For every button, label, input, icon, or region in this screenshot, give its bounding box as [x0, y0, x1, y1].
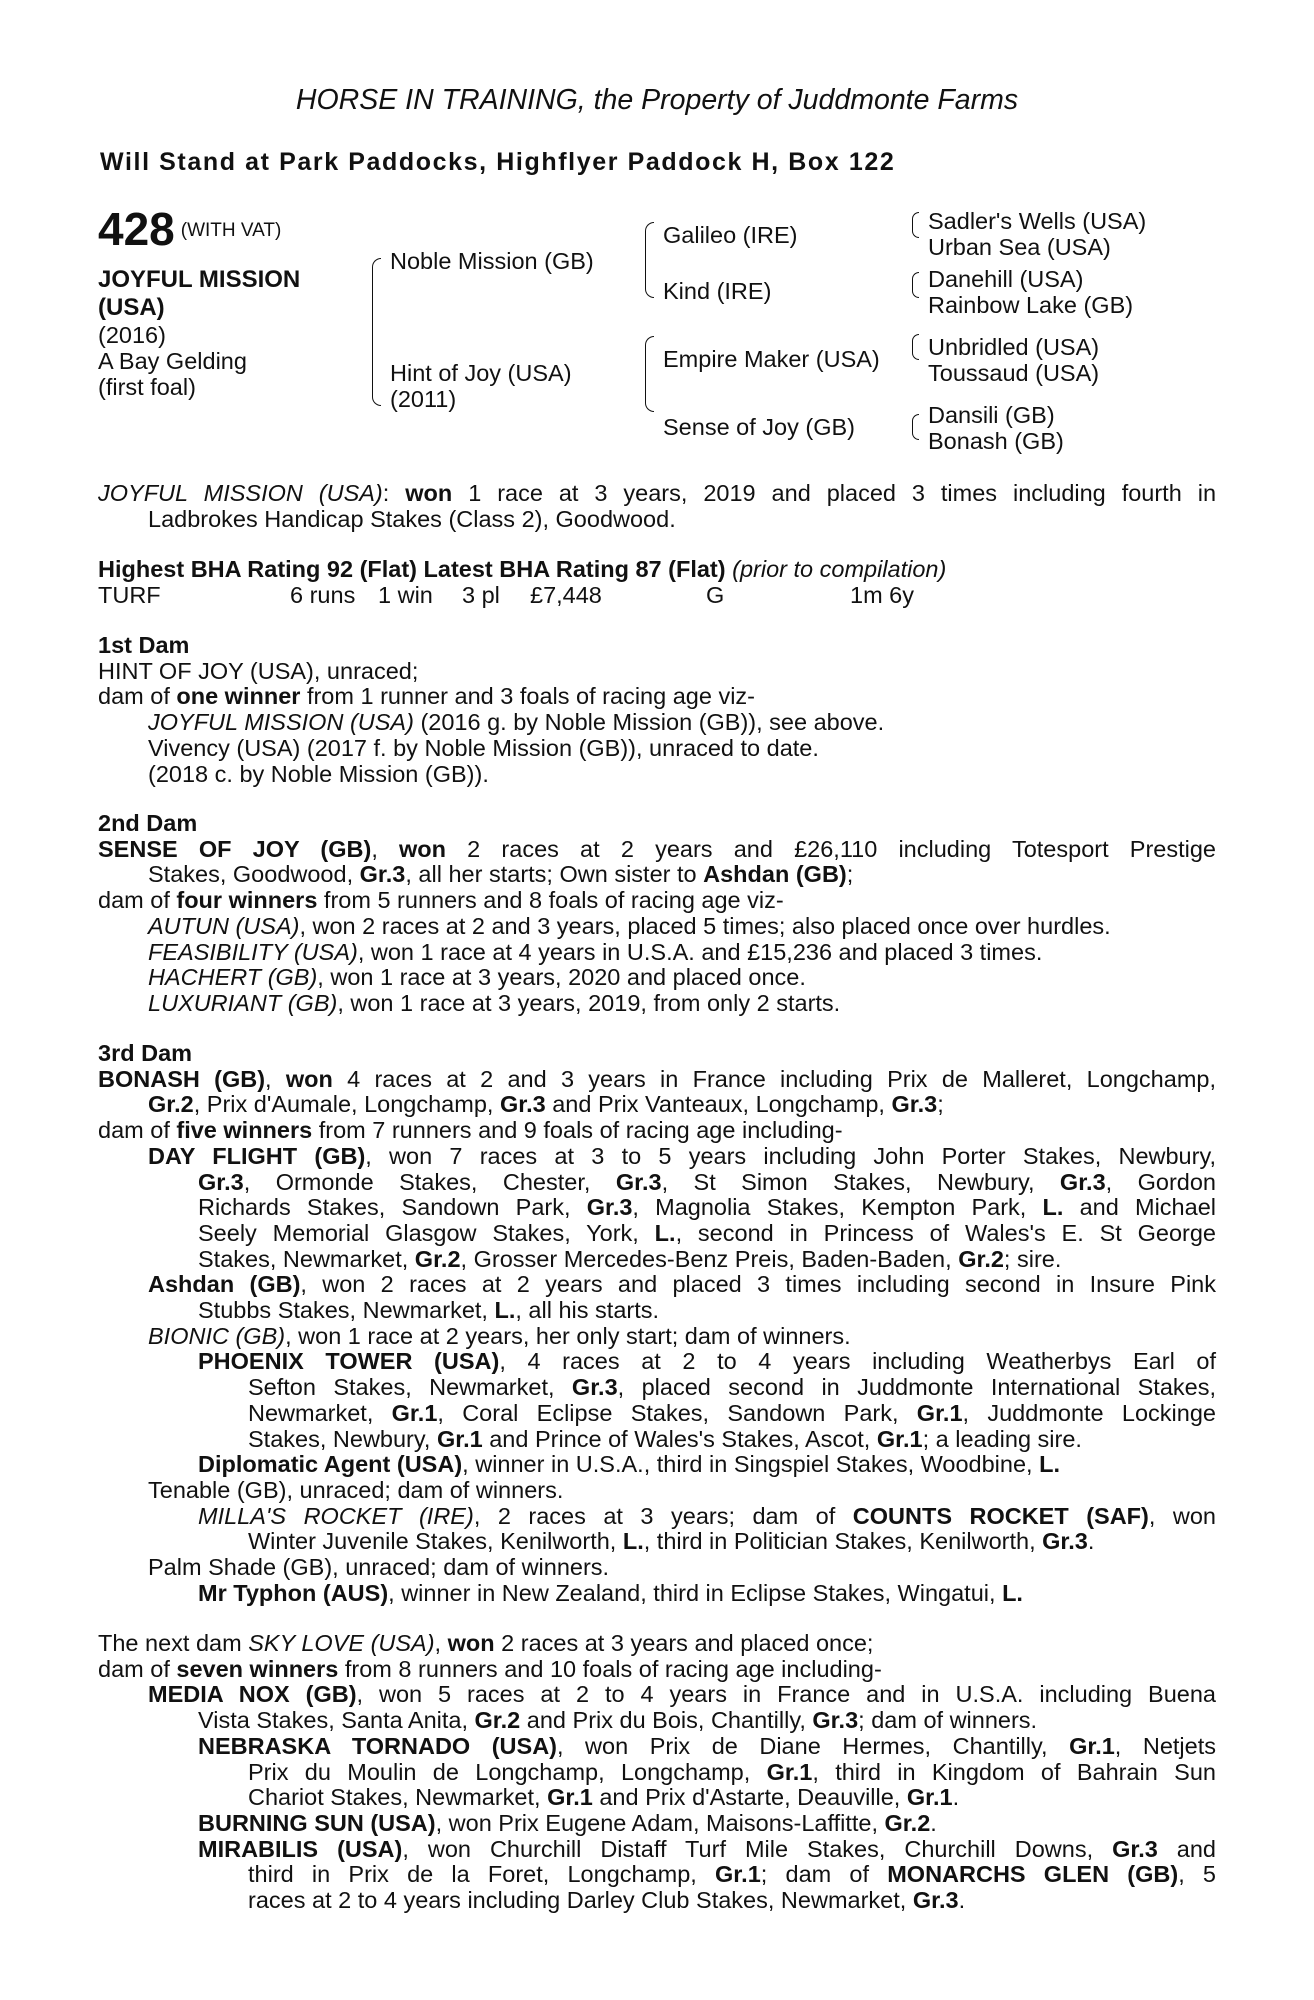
- text-span: , second in Princess of Wales's E. St George: [675, 1219, 1216, 1246]
- produce-line: [98, 991, 1216, 1017]
- third-dam-section: [98, 1041, 1216, 1606]
- text-span: , won 2 races at 2 years and placed 3 times including second in Insure Pink: [300, 1271, 1217, 1298]
- pedigree-brace-3c: [912, 334, 919, 360]
- produce-line: [98, 1349, 1216, 1375]
- text-span: won: [399, 835, 447, 862]
- text-span: Gr.1: [715, 1861, 761, 1888]
- text-span: Stakes, Newbury,: [248, 1425, 437, 1452]
- lot-number: [98, 203, 282, 255]
- text-span: from 1 runner and 3 foals of racing age viz-: [300, 683, 755, 710]
- text-span: Prix du Moulin de Longchamp, Longchamp,: [248, 1758, 767, 1785]
- text-span: , third in Kingdom of Bahrain Sun: [812, 1758, 1216, 1785]
- text-span: and Prix Vanteaux, Longchamp,: [545, 1091, 892, 1118]
- text-span: seven winners: [176, 1655, 339, 1682]
- pedigree-brace-1: [372, 258, 381, 406]
- text-span: NEBRASKA TORNADO (USA): [198, 1732, 557, 1759]
- pedigree-g3-8: Bonash (GB): [928, 428, 1064, 454]
- produce-line: [98, 1401, 1216, 1427]
- pedigree-brace-2b: [645, 336, 654, 412]
- text-span: one winner: [176, 683, 301, 710]
- pedigree-g3-5: Unbridled (USA): [928, 334, 1100, 360]
- text-span: JOYFUL MISSION (USA): [148, 709, 414, 736]
- text-span: Gr.2: [148, 1091, 194, 1118]
- text-span: Gr.3: [891, 1091, 938, 1118]
- text-span: PHOENIX TOWER (USA): [198, 1348, 500, 1375]
- pedigree-sire-dam: Kind (IRE): [663, 278, 772, 304]
- text-span: and Prix d'Astarte, Deauville,: [592, 1784, 907, 1811]
- pedigree-dam: Hint of Joy (USA): [390, 360, 572, 386]
- horse-year: (2016): [98, 322, 166, 348]
- pedigree-brace-2a: [645, 222, 654, 298]
- text-span: , 4 races at 2 to 4 years including Weatherbys Earl of: [499, 1348, 1217, 1375]
- vat-note: (WITH VAT): [180, 220, 282, 241]
- text-span: Gr.3: [571, 1374, 618, 1401]
- text-span: , Ormonde Stakes, Chester,: [243, 1168, 616, 1195]
- foal-note: (first foal): [98, 374, 196, 400]
- text-span: , Magnolia Stakes, Kempton Park,: [632, 1194, 1043, 1221]
- text-span: Gr.2: [884, 1809, 931, 1836]
- text-span: , won 2 races at 2 and 3 years, placed 5 times; also placed once over hurdles.: [299, 912, 1111, 939]
- text-span: MIRABILIS (USA): [198, 1835, 403, 1862]
- turf-going: G: [706, 581, 725, 608]
- pedigree-dam-dam: Sense of Joy (GB): [663, 414, 855, 440]
- text-span: , won 1 race at 4 years in U.S.A. and £15,236 and placed 3 times.: [357, 938, 1043, 965]
- horse-name-ref: JOYFUL MISSION (USA): [98, 480, 383, 506]
- text-span: , Juddmonte Lockinge: [962, 1399, 1216, 1426]
- produce-line: [98, 1504, 1216, 1530]
- text-span: ;: [937, 1091, 944, 1118]
- text-span: won: [405, 480, 453, 506]
- produce-line: [98, 1324, 1216, 1350]
- pedigree-g3-2: Urban Sea (USA): [928, 234, 1111, 260]
- text-span: Gr.3: [812, 1707, 859, 1734]
- pedigree-dam-sire: Empire Maker (USA): [663, 346, 880, 372]
- text-span: dam of: [98, 683, 177, 710]
- rating-text: Highest BHA Rating 92 (Flat) Latest BHA Rating 87 (Flat): [98, 556, 726, 582]
- horse-name-line2: (USA): [98, 294, 165, 321]
- text-span: 2 races at 2 years and £26,110 including Totesport Prestige: [446, 835, 1216, 862]
- text-span: .: [958, 1887, 966, 1914]
- text-span: , won 1 race at 2 years, her only start; dam of winners.: [285, 1322, 851, 1349]
- produce-line: [98, 1760, 1216, 1786]
- text-span: Gr.2: [958, 1245, 1004, 1272]
- text-span: Gr.1: [547, 1784, 593, 1811]
- text-span: .: [1087, 1528, 1095, 1555]
- text-span: ; sire.: [1003, 1245, 1062, 1272]
- turf-earnings: £7,448: [530, 581, 602, 608]
- produce-line: [98, 1195, 1216, 1221]
- pedigree-g3-1: Sadler's Wells (USA): [928, 208, 1147, 234]
- text-span: , St Simon Stakes, Newbury,: [661, 1168, 1060, 1195]
- text-span: The next dam: [98, 1630, 249, 1656]
- text-span: .: [930, 1809, 937, 1836]
- pedigree-g3-3: Danehill (USA): [928, 266, 1084, 292]
- text-span: , placed second in Juddmonte International Stakes,: [617, 1374, 1216, 1401]
- text-span: HACHERT (GB): [148, 964, 318, 991]
- text-span: .: [952, 1784, 960, 1811]
- text-span: SENSE OF JOY (GB): [98, 835, 372, 862]
- text-span: , Prix d'Aumale, Longchamp,: [193, 1091, 500, 1118]
- text-span: dam of: [98, 1655, 177, 1682]
- produce-line: Vivency (USA) (2017 f. by Noble Mission (GB)), unraced to date.: [148, 734, 819, 761]
- horse-name-line1: JOYFUL MISSION: [98, 266, 301, 293]
- text-span: BURNING SUN (USA): [198, 1809, 436, 1836]
- text-span: , won 5 races at 2 to 4 years in France and in U.S.A. including Buena: [356, 1681, 1217, 1708]
- dam-line: HINT OF JOY (USA), unraced;: [98, 657, 419, 684]
- pedigree-brace-3d: [912, 414, 919, 440]
- text-span: Seely Memorial Glasgow Stakes, York,: [198, 1219, 655, 1246]
- turf-placed: 3 pl: [462, 581, 500, 608]
- summary-line: [98, 481, 1216, 507]
- rating-section: [98, 557, 1216, 609]
- section-heading: 1st Dam: [98, 632, 190, 658]
- text-span: , Grosser Mercedes-Benz Preis, Baden-Baden,: [460, 1245, 959, 1272]
- produce-line: [98, 1375, 1216, 1401]
- rating-note: (prior to compilation): [732, 556, 947, 582]
- text-span: COUNTS ROCKET (SAF): [852, 1502, 1149, 1529]
- text-span: Gr.1: [916, 1399, 963, 1426]
- text-span: , Coral Eclipse Stakes, Sandown Park,: [437, 1399, 917, 1426]
- text-span: four winners: [176, 887, 318, 914]
- produce-line: [98, 914, 1216, 940]
- text-span: , won Prix Eugene Adam, Maisons-Laffitte,: [435, 1809, 885, 1836]
- produce-line: [98, 940, 1216, 966]
- dam-line: [98, 684, 1216, 710]
- text-span: five winners: [176, 1117, 313, 1144]
- produce-line: Tenable (GB), unraced; dam of winners.: [148, 1476, 564, 1503]
- text-span: from 7 runners and 9 foals of racing age including-: [312, 1117, 843, 1144]
- text-span: Gr.3: [198, 1168, 244, 1195]
- text-span: Gr.3: [359, 861, 406, 888]
- produce-line: [98, 1170, 1216, 1196]
- produce-line: [98, 1682, 1216, 1708]
- text-span: BIONIC (GB): [148, 1322, 286, 1349]
- text-span: L.: [1039, 1451, 1060, 1478]
- text-span: ,: [434, 1630, 448, 1656]
- produce-line: [98, 1581, 1216, 1607]
- text-span: Gr.3: [586, 1194, 633, 1221]
- produce-line: [98, 1811, 1216, 1837]
- text-span: MEDIA NOX (GB): [148, 1681, 357, 1708]
- text-span: dam of: [98, 887, 177, 914]
- produce-line: [98, 1785, 1216, 1811]
- produce-line: [98, 1888, 1216, 1914]
- lot-number-value: 428: [98, 203, 175, 255]
- text-span: DAY FLIGHT (GB): [148, 1142, 366, 1169]
- text-span: , winner in U.S.A., third in Singspiel Stakes, Woodbine,: [462, 1451, 1040, 1478]
- section-heading: 2nd Dam: [98, 810, 198, 836]
- dam-line: [98, 1118, 1216, 1144]
- text-span: Gr.3: [1112, 1835, 1158, 1862]
- text-span: L.: [654, 1219, 676, 1246]
- text-span: Stakes, Newmarket,: [198, 1245, 415, 1272]
- text-span: Gr.1: [906, 1784, 953, 1811]
- pedigree-dam-year: (2011): [390, 386, 457, 412]
- dam-line: [98, 1657, 1216, 1683]
- pedigree-brace-3b: [912, 272, 919, 298]
- turf-record: [98, 583, 1216, 609]
- produce-line: [98, 710, 1216, 736]
- produce-line: [98, 1427, 1216, 1453]
- text-span: , Netjets: [1114, 1732, 1216, 1759]
- produce-line: [98, 1221, 1216, 1247]
- text-span: Gr.1: [876, 1425, 923, 1452]
- horse-description: A Bay Gelding: [98, 348, 247, 374]
- text-span: won: [447, 1630, 495, 1656]
- text-span: Diplomatic Agent (USA): [198, 1451, 463, 1478]
- pedigree-sire: Noble Mission (GB): [390, 248, 594, 274]
- turf-surface: TURF: [98, 581, 161, 608]
- dam-line: [98, 1631, 1216, 1657]
- text-span: , Gordon: [1105, 1168, 1216, 1195]
- horse-name: [98, 266, 300, 322]
- turf-runs: 6 runs: [290, 581, 356, 608]
- text-span: Vista Stakes, Santa Anita,: [198, 1707, 475, 1734]
- text-span: 2 races at 3 years and placed once;: [494, 1630, 874, 1656]
- text-span: ;: [846, 861, 854, 888]
- page-title: HORSE IN TRAINING, the Property of Juddmonte Farms: [295, 84, 1019, 116]
- text-span: MILLA'S ROCKET (IRE): [198, 1502, 474, 1529]
- pedigree-brace-3a: [912, 212, 919, 238]
- text-span: Gr.3: [1042, 1528, 1088, 1555]
- text-span: Stakes, Goodwood,: [148, 861, 360, 888]
- text-span: FEASIBILITY (USA): [148, 938, 358, 965]
- text-span: Gr.2: [414, 1245, 461, 1272]
- text-span: , won 7 races at 3 to 5 years including John Porter Stakes, Newbury,: [365, 1142, 1216, 1169]
- first-dam-section: [98, 633, 1216, 787]
- race-summary: [98, 481, 1216, 532]
- text-span: 4 races at 2 and 3 years in France including Prix de Malleret, Longchamp,: [332, 1065, 1216, 1092]
- produce-line: [98, 1144, 1216, 1170]
- text-span: 1 race at 3 years, 2019 and placed 3 times including fourth in: [452, 480, 1217, 506]
- text-span: Winter Juvenile Stakes, Kenilworth,: [248, 1528, 623, 1555]
- text-span: Gr.3: [912, 1887, 959, 1914]
- text-span: from 8 runners and 10 foals of racing age including-: [338, 1655, 882, 1682]
- summary-line: Ladbrokes Handicap Stakes (Class 2), Goodwood.: [148, 505, 676, 532]
- dam-line: [98, 837, 1216, 863]
- text-span: Ashdan (GB): [703, 861, 847, 888]
- text-span: won: [285, 1065, 333, 1092]
- text-span: Gr.1: [1069, 1732, 1115, 1759]
- stand-location: Will Stand at Park Paddocks, Highflyer Paddock H, Box 122: [100, 148, 896, 176]
- text-span: ; a leading sire.: [922, 1425, 1082, 1452]
- pedigree-sire-sire: Galileo (IRE): [663, 222, 798, 248]
- dam-line: [98, 888, 1216, 914]
- text-span: Ashdan (GB): [148, 1271, 301, 1298]
- text-span: Gr.1: [766, 1758, 813, 1785]
- text-span: ; dam of winners.: [858, 1707, 1038, 1734]
- text-span: dam of: [98, 1117, 177, 1144]
- next-dam-section: [98, 1631, 1216, 1914]
- produce-line: Palm Shade (GB), unraced; dam of winners.: [148, 1554, 610, 1581]
- text-span: ,: [265, 1065, 286, 1092]
- turf-wins: 1 win: [378, 581, 433, 608]
- rating-line: [98, 557, 1216, 583]
- text-span: (2016 g. by Noble Mission (GB)), see above.: [413, 709, 885, 736]
- text-span: and Michael: [1063, 1194, 1216, 1221]
- turf-distance: 1m 6y: [850, 581, 914, 608]
- second-dam-section: [98, 811, 1216, 1017]
- text-span: Gr.1: [436, 1425, 483, 1452]
- text-span: Stubbs Stakes, Newmarket,: [198, 1297, 495, 1324]
- text-span: , won Churchill Distaff Turf Mile Stakes, Churchill Downs,: [402, 1835, 1113, 1862]
- dam-line: [98, 1092, 1216, 1118]
- text-span: Gr.2: [474, 1707, 521, 1734]
- text-span: third in Prix de la Foret, Longchamp,: [248, 1861, 716, 1888]
- section-heading: 3rd Dam: [98, 1040, 193, 1066]
- text-span: Gr.3: [1059, 1168, 1106, 1195]
- text-span: Newmarket,: [248, 1399, 392, 1426]
- text-span: , winner in New Zealand, third in Eclipse Stakes, Wingatui,: [388, 1579, 1003, 1606]
- produce-line: [98, 1837, 1216, 1863]
- text-span: ,: [371, 835, 400, 862]
- text-span: Gr.3: [499, 1091, 546, 1118]
- pedigree-g3-6: Toussaud (USA): [928, 360, 1100, 386]
- text-span: Sefton Stakes, Newmarket,: [248, 1374, 572, 1401]
- text-span: and Prix du Bois, Chantilly,: [520, 1707, 813, 1734]
- text-span: , all her starts; Own sister to: [405, 861, 704, 888]
- text-span: , 2 races at 3 years; dam of: [473, 1502, 853, 1529]
- text-span: , all his starts.: [515, 1297, 660, 1324]
- text-span: and: [1157, 1835, 1216, 1862]
- text-span: Chariot Stakes, Newmarket,: [248, 1784, 548, 1811]
- text-span: from 5 runners and 8 foals of racing age viz-: [317, 887, 784, 914]
- produce-line: [98, 1272, 1216, 1298]
- produce-line: [98, 1734, 1216, 1760]
- text-span: Mr Typhon (AUS): [198, 1579, 389, 1606]
- produce-line: [98, 1529, 1216, 1555]
- text-span: MONARCHS GLEN (GB): [887, 1861, 1179, 1888]
- text-span: SKY LOVE (USA): [248, 1630, 435, 1656]
- pedigree-g3-7: Dansili (GB): [928, 402, 1055, 428]
- produce-line: [98, 965, 1216, 991]
- text-span: BONASH (GB): [98, 1065, 266, 1092]
- dam-line: [98, 862, 1216, 888]
- text-span: , won: [1148, 1502, 1216, 1529]
- dam-line: [98, 1067, 1216, 1093]
- produce-line: [98, 1708, 1216, 1734]
- text-span: , won 1 race at 3 years, 2020 and placed once.: [317, 964, 806, 991]
- produce-line: [98, 1452, 1216, 1478]
- text-span: ; dam of: [760, 1861, 888, 1888]
- text-span: AUTUN (USA): [148, 912, 300, 939]
- text-span: , won 1 race at 3 years, 2019, from only 2 starts.: [337, 989, 841, 1016]
- text-span: and Prince of Wales's Stakes, Ascot,: [482, 1425, 877, 1452]
- text-span: , 5: [1178, 1861, 1216, 1888]
- produce-line: [98, 1862, 1216, 1888]
- text-span: , won Prix de Diane Hermes, Chantilly,: [557, 1732, 1070, 1759]
- text-span: Richards Stakes, Sandown Park,: [198, 1194, 587, 1221]
- text-span: L.: [1042, 1194, 1064, 1221]
- text-span: L.: [622, 1528, 644, 1555]
- text-span: races at 2 to 4 years including Darley Club Stakes, Newmarket,: [248, 1887, 913, 1914]
- text-span: LUXURIANT (GB): [148, 989, 338, 1016]
- produce-line: [98, 1247, 1216, 1273]
- produce-line: (2018 c. by Noble Mission (GB)).: [148, 760, 489, 787]
- produce-line: [98, 1298, 1216, 1324]
- text-span: , third in Politician Stakes, Kenilworth,: [643, 1528, 1043, 1555]
- text-span: Gr.1: [391, 1399, 438, 1426]
- pedigree-g3-4: Rainbow Lake (GB): [928, 292, 1134, 318]
- text-span: Gr.3: [615, 1168, 662, 1195]
- text-span: L.: [494, 1297, 516, 1324]
- text-span: L.: [1002, 1579, 1023, 1606]
- text-span: :: [382, 480, 406, 506]
